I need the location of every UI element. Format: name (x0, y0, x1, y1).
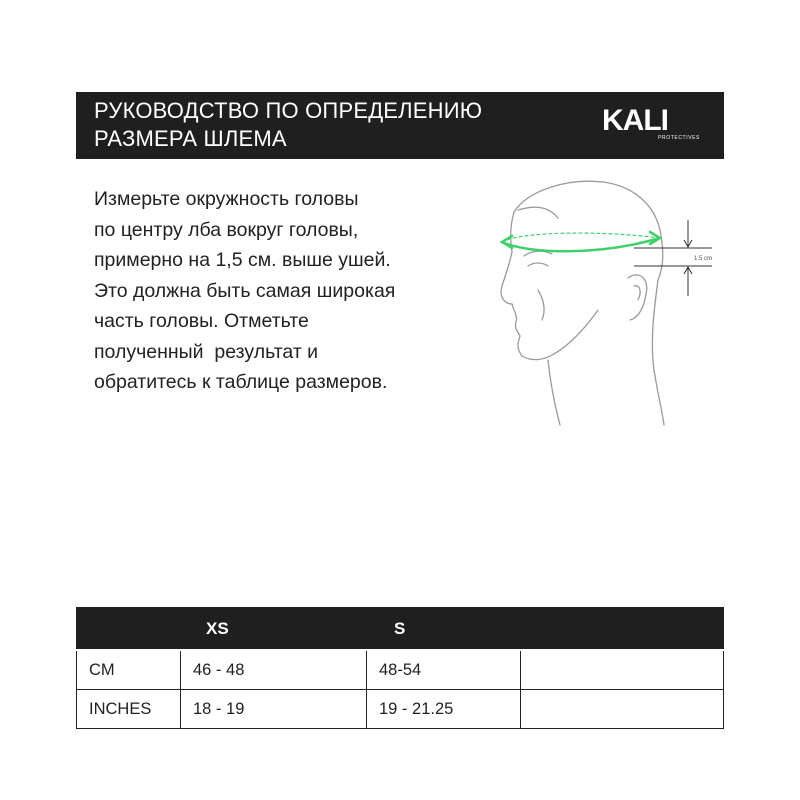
table-cell (520, 690, 724, 729)
table-cell: 46 - 48 (180, 651, 366, 690)
table-cell: 19 - 21.25 (366, 690, 520, 729)
instruction-line: Измерьте окружность головы (94, 188, 359, 210)
logo-wordmark: KALI (602, 104, 668, 137)
instruction-line: обратитесь к таблице размеров. (94, 371, 388, 393)
instruction-line: часть головы. Отметьте (94, 310, 309, 332)
row-label: INCHES (76, 690, 180, 729)
instruction-line: примерно на 1,5 см. выше ушей. (94, 249, 391, 271)
table-row (76, 690, 724, 729)
head-measurement-icon (488, 170, 728, 430)
logo-subtext: PROTECTIVES (658, 135, 700, 141)
instruction-line: полученный результат и (94, 340, 319, 363)
row-label: CM (76, 651, 180, 690)
table-cell: 18 - 19 (180, 690, 366, 729)
measure-label: 1.5 cm (694, 256, 713, 262)
instruction-line: по центру лба вокруг головы, (94, 218, 359, 241)
table-cell (520, 651, 724, 690)
header-banner (76, 92, 724, 159)
measurement-instructions (94, 184, 484, 398)
size-table (76, 607, 724, 729)
table-row (76, 651, 724, 690)
title-line-1: РУКОВОДСТВО ПО ОПРЕДЕЛЕНИЮ (94, 98, 483, 123)
page-title (94, 97, 482, 153)
table-header (76, 607, 724, 649)
instruction-line: Это должна быть самая широкая (94, 279, 396, 302)
title-line-2: РАЗМЕРА ШЛЕМА (94, 126, 287, 151)
table-cell: 48-54 (366, 651, 520, 690)
column-header-xs: XS (206, 619, 229, 638)
column-header-s: S (394, 619, 406, 638)
kali-logo (602, 106, 702, 142)
